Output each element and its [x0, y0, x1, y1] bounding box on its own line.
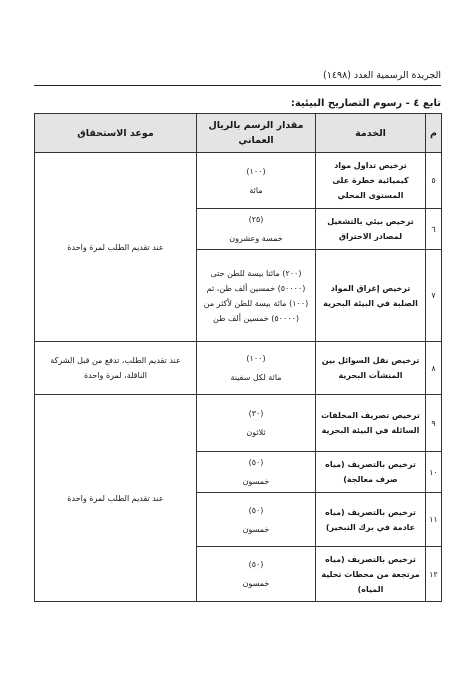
fee-amount-words: ثلاثون — [246, 428, 266, 437]
service-cell: ترخيص تداول مواد كيميائية خطرة على المستوى المحلي — [316, 153, 426, 209]
service-cell: ترخيص بالتصريف (مياه صرف معالجة) — [316, 452, 426, 493]
fees-table — [34, 113, 442, 602]
due-cell: عند تقديم الطلب لمرة واحدة — [35, 395, 197, 602]
row-number: ٩ — [426, 395, 442, 452]
col-header-fee: مقدار الرسم بالريال العماني — [197, 114, 316, 153]
fee-amount-words: خمسون — [242, 524, 270, 534]
fee-amount-number: (٥٠) — [248, 560, 264, 569]
fee-amount-words: خمسون — [242, 477, 270, 486]
service-cell: ترخيص بالتصريف (مياه مرتجعة من محطات تحلية المياه) — [316, 547, 426, 602]
fee-cell — [197, 452, 316, 493]
fee-cell — [197, 547, 316, 602]
fee-amount-number: (٥٠) — [248, 505, 264, 515]
service-cell: ترخيص بيئي بالتشغيل لمصادر الاحتراق — [316, 209, 426, 250]
table-row — [35, 342, 442, 395]
fee-amount-number: (١٠٠) — [246, 166, 266, 176]
row-number: ١١ — [426, 493, 442, 547]
fee-cell — [197, 395, 316, 452]
fee-amount-number: (٥٠) — [248, 458, 264, 467]
row-number: ١٠ — [426, 452, 442, 493]
service-cell: ترخيص بالتصريف (مياه عادمة في برك التبخير) — [316, 493, 426, 547]
fee-amount-words: مائة — [249, 185, 263, 195]
fee-cell — [197, 250, 316, 342]
fee-amount-text: (٢٠٠) مائتا بيسة للطن حتى (٥٠٠٠٠) خمسين ألف طن، ثم (١٠٠) مائة بيسة للطن لأكثر من (٥٠٠٠٠) خمسين ألف طن — [203, 268, 309, 323]
row-number: ٥ — [426, 153, 442, 209]
section-title: تابع ٤ - رسوم التصاريح البيئية: — [290, 98, 441, 109]
row-number: ٧ — [426, 250, 442, 342]
due-cell: عند تقديم الطلب لمرة واحدة — [35, 153, 197, 342]
fee-amount-words: مائة لكل سفينة — [230, 373, 282, 382]
gazette-header: الجريدة الرسمية العدد (١٤٩٨) — [34, 70, 441, 86]
service-cell: ترخيص تصريف المخلفات السائلة في البيئة البحرية — [316, 395, 426, 452]
col-header-num: م — [426, 114, 442, 153]
row-number: ٨ — [426, 342, 442, 395]
due-cell: عند تقديم الطلب، تدفع من قبل الشركة الناقلة، لمرة واحدة — [35, 342, 197, 395]
fee-cell — [197, 342, 316, 395]
table-row — [35, 153, 442, 209]
col-header-service: الخدمة — [316, 114, 426, 153]
row-number: ١٢ — [426, 547, 442, 602]
table-header-row — [35, 114, 442, 153]
fee-amount-number: (٣٠) — [248, 409, 264, 418]
table-row — [35, 395, 442, 452]
fee-cell — [197, 493, 316, 547]
fee-amount-words: خمسة وعشرون — [229, 234, 283, 243]
service-cell: ترخيص نقل السوائل بين المنشآت البحرية — [316, 342, 426, 395]
fee-amount-number: (١٠٠) — [246, 354, 266, 363]
fee-cell — [197, 209, 316, 250]
col-header-due: موعد الاستحقاق — [35, 114, 197, 153]
service-cell: ترخيص إغراق المواد الصلبة في البيئة البحرية — [316, 250, 426, 342]
row-number: ٦ — [426, 209, 442, 250]
fee-cell — [197, 153, 316, 209]
fee-amount-words: خمسون — [242, 579, 270, 588]
fee-amount-number: (٢٥) — [248, 215, 264, 224]
